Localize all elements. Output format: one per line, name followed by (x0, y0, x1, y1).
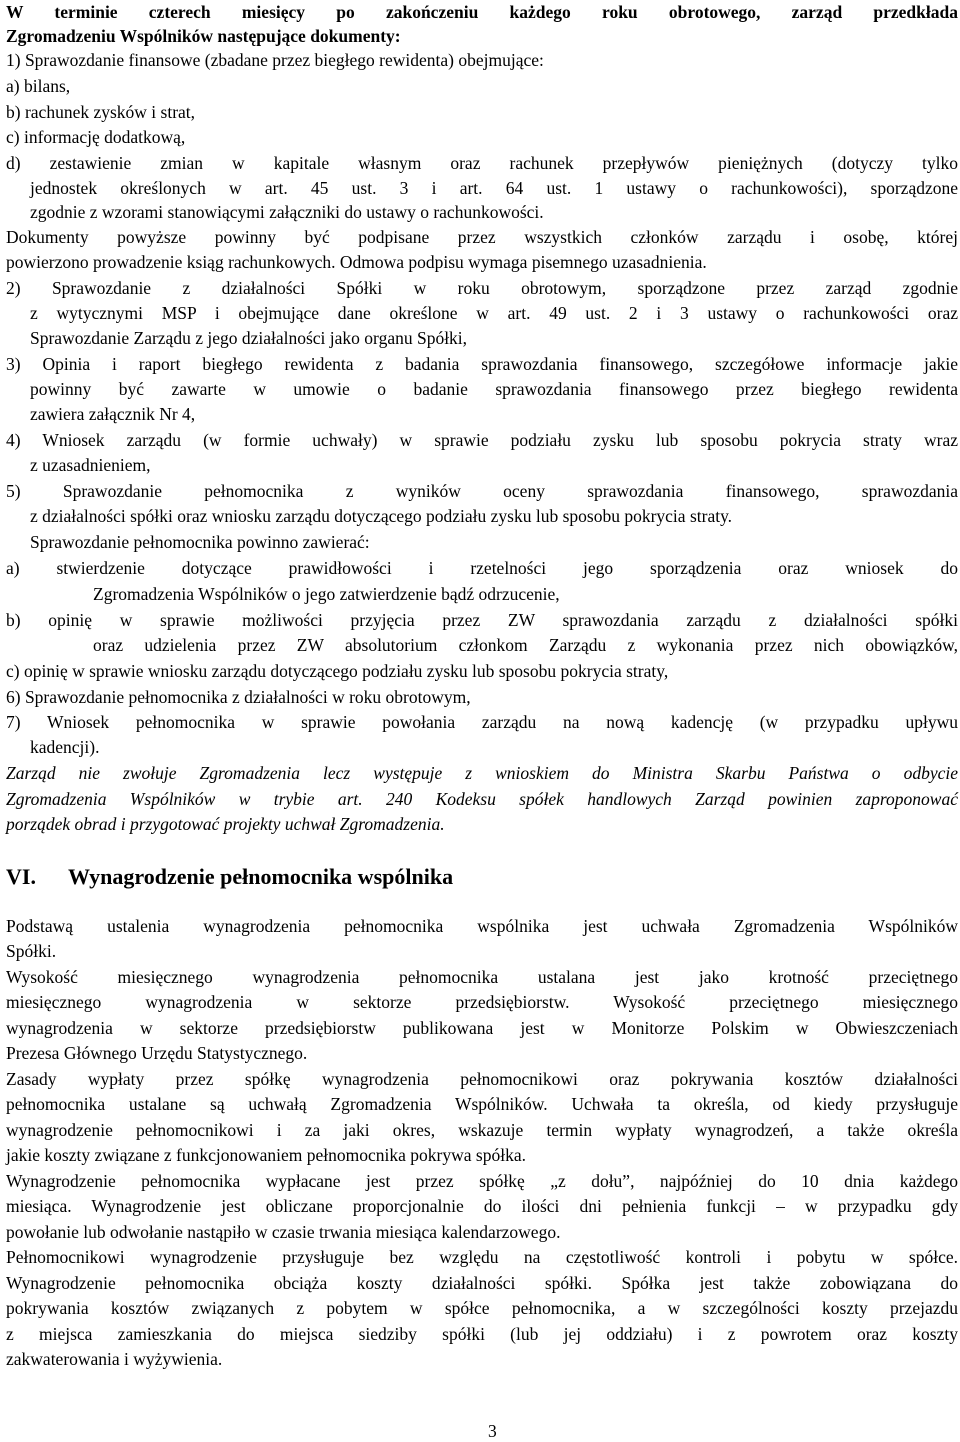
paragraph-line: miesiąca. Wynagrodzenie jest obliczane proporcjonalnie do ilości dni pełnienia funkcji – w przypadku gdy (6, 1196, 958, 1216)
section-title: Wynagrodzenie pełnomocnika wspólnika (68, 864, 454, 889)
paragraph-line: Wynagrodzenie pełnomocnika obciąża koszty działalności spółki. Spółka jest także zobowiązana do (6, 1273, 958, 1293)
list-item-1d-cont: jednostek określonych w art. 45 ust. 3 i art. 64 ust. 1 ustawy o rachunkowości), sporządzone (30, 178, 958, 198)
list-item-1: 1) Sprawozdanie finansowe (zbadane przez biegłego rewidenta) obejmujące: (6, 50, 544, 70)
list-item-7-cont: kadencji). (30, 737, 100, 757)
list-item-1a: a) bilans, (6, 76, 71, 96)
list-item-4-cont: z uzasadnieniem, (30, 455, 151, 475)
section-number: VI. (6, 864, 36, 889)
list-item-2-cont: Sprawozdanie Zarządu z jego działalności jako organu Spółki, (30, 328, 468, 348)
list-item-1d-cont: zgodnie z wzorami stanowiącymi załączniki do ustawy o rachunkowości. (30, 202, 544, 222)
list-item-5-cont: Sprawozdanie pełnomocnika powinno zawierać: (30, 532, 370, 552)
page-number: 3 (488, 1421, 497, 1441)
list-item-2: 2) Sprawozdanie z działalności Spółki w roku obrotowym, sporządzone przez zarząd zgodnie (6, 278, 958, 298)
list-item-3: 3) Opinia i raport biegłego rewidenta z badania sprawozdania finansowego, szczegółowe informacje jakie (6, 354, 958, 374)
list-item-1c: c) informację dodatkową, (6, 127, 186, 147)
paragraph-line: wynagrodzenie pełnomocnikowi i za jaki okres, wskazuje termin wypłaty wynagrodzeń, a także określa (6, 1120, 958, 1140)
paragraph-line: Pełnomocnikowi wynagrodzenie przysługuje bez względu na częstotliwość kontroli i pobytu w spółce. (6, 1247, 958, 1267)
italic-note-line: porządek obrad i przygotować projekty uchwał Zgromadzenia. (6, 814, 445, 834)
paragraph-line: jakie koszty związane z funkcjonowaniem pełnomocnika pokrywa spółka. (6, 1145, 526, 1165)
list-item-2-cont: z wytycznymi MSP i obejmujące dane określone w art. 49 ust. 2 i 3 ustawy o rachunkowości oraz (30, 303, 958, 323)
paragraph-line: miesięcznego wynagrodzenia w sektorze przedsiębiorstw. Wysokość przeciętnego miesięcznego (6, 992, 958, 1012)
paragraph-line: powołanie lub odwołanie nastąpiło w czasie trwania miesiąca kalendarzowego. (6, 1222, 561, 1242)
paragraph-line: pokrywania kosztów związanych z pobytem w spółce pełnomocnika, a w szczególności koszty przejazdu (6, 1298, 958, 1318)
paragraph-line: Spółki. (6, 941, 57, 961)
list-item-1b: b) rachunek zysków i strat, (6, 102, 196, 122)
paragraph-line: Wysokość miesięcznego wynagrodzenia pełnomocnika ustalana jest jako krotność przeciętnego (6, 967, 958, 987)
paragraph-line: z miejsca zamieszkania do miejsca siedziby spółki (lub jej oddziału) i z powrotem oraz koszty (6, 1324, 958, 1344)
paragraph-line: Podstawą ustalenia wynagrodzenia pełnomocnika wspólnika jest uchwała Zgromadzenia Wspólników (6, 916, 958, 936)
list-item-5c: c) opinię w sprawie wniosku zarządu dotyczącego podziału zysku lub sposobu pokrycia straty, (6, 661, 669, 681)
list-item-5a: a) stwierdzenie dotyczące prawidłowości i rzetelności jego sporządzenia oraz wniosek do (6, 558, 958, 578)
paragraph-line: Dokumenty powyższe powinny być podpisane przez wszystkich członków zarządu i osobę, której (6, 227, 958, 247)
paragraph-line: powierzono prowadzenie ksiąg rachunkowych. Odmowa podpisu wymaga pisemnego uzasadnienia. (6, 252, 707, 272)
paragraph-line: zakwaterowania i wyżywienia. (6, 1349, 223, 1369)
list-item-5-cont: z działalności spółki oraz wniosku zarządu dotyczącego podziału zysku lub sposobu pokrycia straty. (30, 506, 733, 526)
list-item-7: 7) Wniosek pełnomocnika w sprawie powołania zarządu na nową kadencję (w przypadku upływu (6, 712, 958, 732)
intro-line: W terminie czterech miesięcy po zakończeniu każdego roku obrotowego, zarząd przedkłada (6, 2, 958, 22)
paragraph-line: wynagrodzenia w sektorze przedsiębiorstw publikowana jest w Monitorze Polskim w Obwieszczeniach (6, 1018, 958, 1038)
list-item-1d: d) zestawienie zmian w kapitale własnym oraz rachunek przepływów pieniężnych (dotyczy tylko (6, 153, 958, 173)
list-item-5b: b) opinię w sprawie możliwości przyjęcia przez ZW sprawozdania zarządu z działalności spółki (6, 610, 958, 630)
italic-note-line: Zgromadzenia Wspólników w trybie art. 240 Kodeksu spółek handlowych Zarząd powinien zaproponować (6, 789, 958, 809)
paragraph-line: Wynagrodzenie pełnomocnika wypłacane jest przez spółkę „z dołu”, najpóźniej do 10 dnia każdego (6, 1171, 958, 1191)
paragraph-line: Prezesa Głównego Urzędu Statystycznego. (6, 1043, 308, 1063)
list-item-3-cont: powinny być zawarte w umowie o badanie sprawozdania finansowego przez biegłego rewidenta (30, 379, 958, 399)
list-item-5a-cont: Zgromadzenia Wspólników o jego zatwierdzenie bądź odrzucenie, (93, 584, 560, 604)
paragraph-line: Zasady wypłaty przez spółkę wynagrodzenia pełnomocnikowi oraz pokrywania kosztów działalności (6, 1069, 958, 1089)
list-item-6: 6) Sprawozdanie pełnomocnika z działalności w roku obrotowym, (6, 687, 471, 707)
paragraph-line: pełnomocnika ustalane są uchwałą Zgromadzenia Wspólników. Uchwała ta określa, od kiedy przysługuje (6, 1094, 958, 1114)
list-item-5b-cont: oraz udzielenia przez ZW absolutorium członkom Zarządu z wykonania przez nich obowiązków, (93, 635, 958, 655)
italic-note-line: Zarząd nie zwołuje Zgromadzenia lecz występuje z wnioskiem do Ministra Skarbu Państwa o odbycie (6, 763, 958, 783)
list-item-3-cont: zawiera załącznik Nr 4, (30, 404, 196, 424)
intro-line: Zgromadzeniu Wspólników następujące dokumenty: (6, 26, 401, 46)
list-item-5: 5) Sprawozdanie pełnomocnika z wyników oceny sprawozdania finansowego, sprawozdania (6, 481, 958, 501)
list-item-4: 4) Wniosek zarządu (w formie uchwały) w sprawie podziału zysku lub sposobu pokrycia straty wraz (6, 430, 958, 450)
